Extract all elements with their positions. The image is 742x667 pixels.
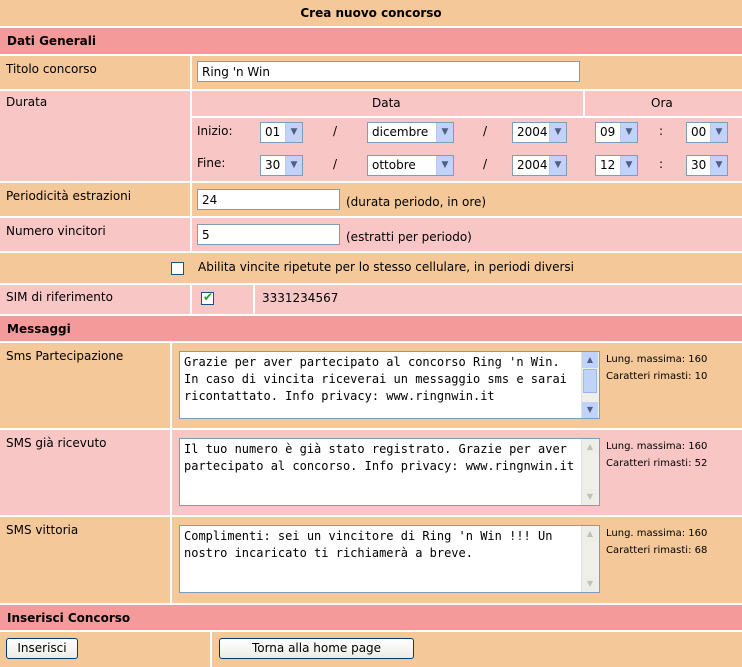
dropdown-arrow-icon: ▼: [549, 156, 566, 175]
dropdown-arrow-icon: ▼: [436, 156, 453, 175]
scroll-up-icon: ▲: [582, 439, 598, 455]
dropdown-arrow-icon: ▼: [436, 123, 453, 142]
max-length-label: Lung. massima: 160: [606, 354, 708, 365]
inizio-hour-value: 09: [600, 125, 616, 139]
inizio-minute-select[interactable]: [686, 122, 728, 143]
column-divider: [190, 183, 192, 216]
column-divider: [170, 430, 172, 515]
row-vincitori: [0, 218, 742, 253]
form-title: Crea nuovo concorso: [0, 0, 742, 28]
max-length-label: Lung. massima: 160: [606, 528, 708, 539]
row-divider: [190, 116, 742, 118]
row-sms-partecipazione: [0, 343, 742, 430]
sms-vittoria-textarea[interactable]: [179, 525, 600, 593]
data-column-header: Data: [372, 96, 401, 110]
sms-vittoria-info: [606, 525, 707, 559]
dropdown-arrow-icon: ▼: [549, 123, 566, 142]
periodicita-label: Periodicità estrazioni: [6, 189, 132, 203]
row-vincite-ripetute: [0, 253, 742, 285]
dropdown-arrow-icon: ▼: [620, 156, 637, 175]
fine-day-select[interactable]: [260, 155, 303, 176]
vincite-ripetute-label: Abilita vincite ripetute per lo stesso cellulare, in periodi diversi: [198, 260, 575, 274]
sms-partecipazione-label: Sms Partecipazione: [6, 349, 124, 363]
sms-partecipazione-info: [606, 351, 707, 385]
textarea-scrollbar: [581, 526, 599, 592]
section-header-insert: Inserisci Concorso: [0, 605, 742, 632]
sms-vittoria-label: SMS vittoria: [6, 523, 79, 537]
scroll-down-icon: ▼: [582, 489, 598, 505]
inizio-year-value: 2004: [517, 125, 548, 139]
column-divider: [583, 91, 585, 116]
row-titolo: [0, 56, 742, 91]
inizio-month-select[interactable]: [367, 122, 454, 143]
fine-year-value: 2004: [517, 158, 548, 172]
inizio-hour-select[interactable]: [595, 122, 638, 143]
scroll-thumb[interactable]: [583, 369, 597, 393]
fine-month-value: ottobre: [372, 158, 416, 172]
vincitori-hint: (estratti per periodo): [346, 230, 472, 244]
row-sim: [0, 285, 742, 316]
max-length-label: Lung. massima: 160: [606, 441, 708, 452]
sms-ricevuto-textarea[interactable]: [179, 438, 600, 506]
column-divider: [190, 218, 192, 251]
durata-label: Durata: [6, 95, 48, 109]
textarea-scrollbar[interactable]: [581, 352, 599, 418]
date-separator: /: [333, 157, 338, 171]
sms-vittoria-text: Complimenti: sei un vincitore di Ring 'n Win !!! Un nostro incaricato ti richiamerà a breve.: [184, 529, 560, 560]
date-separator: /: [483, 124, 488, 138]
dropdown-arrow-icon: ▼: [710, 123, 727, 142]
inizio-day-select[interactable]: [260, 122, 303, 143]
vincitori-label: Numero vincitori: [6, 224, 106, 238]
scroll-up-icon: ▲: [582, 526, 598, 542]
section-header-general: Dati Generali: [0, 28, 742, 56]
fine-label: Fine:: [197, 156, 226, 170]
column-divider: [190, 91, 192, 181]
scroll-down-icon[interactable]: ▼: [582, 402, 598, 418]
inizio-year-select[interactable]: [512, 122, 567, 143]
row-periodicita: [0, 183, 742, 218]
titolo-input[interactable]: [197, 61, 580, 82]
titolo-label: Titolo concorso: [6, 62, 97, 76]
column-divider: [190, 56, 192, 89]
sim-label: SIM di riferimento: [6, 290, 113, 304]
dropdown-arrow-icon: ▼: [285, 123, 302, 142]
time-separator: :: [659, 124, 664, 138]
insert-button[interactable]: Inserisci: [6, 638, 78, 659]
textarea-scrollbar: [581, 439, 599, 505]
column-divider: [190, 285, 192, 314]
dropdown-arrow-icon: ▼: [710, 156, 727, 175]
date-separator: /: [333, 124, 338, 138]
vincite-ripetute-checkbox[interactable]: [171, 262, 184, 275]
checkmark-icon: ✔: [203, 290, 214, 304]
section-header-messages: Messaggi: [0, 316, 742, 343]
remaining-chars-label: Caratteri rimasti: 68: [606, 545, 708, 556]
fine-day-value: 30: [265, 158, 281, 172]
remaining-chars-label: Caratteri rimasti: 52: [606, 458, 708, 469]
fine-minute-select[interactable]: [686, 155, 728, 176]
sms-ricevuto-label: SMS già ricevuto: [6, 436, 107, 450]
row-sms-vittoria: [0, 517, 742, 605]
sms-partecipazione-text: Grazie per aver partecipato al concorso Ring 'n Win. In caso di vincita riceverai un messaggio sms e sarai ricontattato. Info privacy: www.ringnwin.it: [184, 355, 575, 403]
scroll-up-icon[interactable]: ▲: [582, 352, 598, 368]
dropdown-arrow-icon: ▼: [620, 123, 637, 142]
row-buttons: [0, 632, 742, 667]
date-separator: /: [483, 157, 488, 171]
column-divider: [253, 285, 255, 314]
inizio-minute-value: 00: [691, 125, 707, 139]
sim-checkbox[interactable]: [201, 292, 214, 305]
fine-minute-value: 30: [691, 158, 707, 172]
sms-ricevuto-info: [606, 438, 707, 472]
sms-ricevuto-text: Il tuo numero è già stato registrato. Grazie per aver partecipato al concorso. Info privacy: www.ringnwin.it: [184, 442, 575, 473]
column-divider: [170, 343, 172, 428]
time-separator: :: [659, 157, 664, 171]
fine-month-select[interactable]: [367, 155, 454, 176]
home-button[interactable]: Torna alla home page: [219, 638, 414, 659]
column-divider: [170, 517, 172, 603]
row-durata: [0, 91, 742, 183]
inizio-month-value: dicembre: [372, 125, 429, 139]
inizio-day-value: 01: [265, 125, 281, 139]
dropdown-arrow-icon: ▼: [285, 156, 302, 175]
vincitori-input[interactable]: [197, 224, 340, 245]
sms-partecipazione-textarea[interactable]: [179, 351, 600, 419]
fine-hour-value: 12: [600, 158, 616, 172]
column-divider: [210, 632, 212, 667]
scroll-down-icon: ▼: [582, 576, 598, 592]
fine-hour-select[interactable]: [595, 155, 638, 176]
remaining-chars-label: Caratteri rimasti: 10: [606, 371, 708, 382]
inizio-label: Inizio:: [197, 124, 233, 138]
sim-number: 3331234567: [262, 291, 339, 305]
row-sms-ricevuto: [0, 430, 742, 517]
periodicita-input[interactable]: [197, 189, 340, 210]
periodicita-hint: (durata periodo, in ore): [346, 195, 487, 209]
fine-year-select[interactable]: [512, 155, 567, 176]
ora-column-header: Ora: [651, 96, 673, 110]
